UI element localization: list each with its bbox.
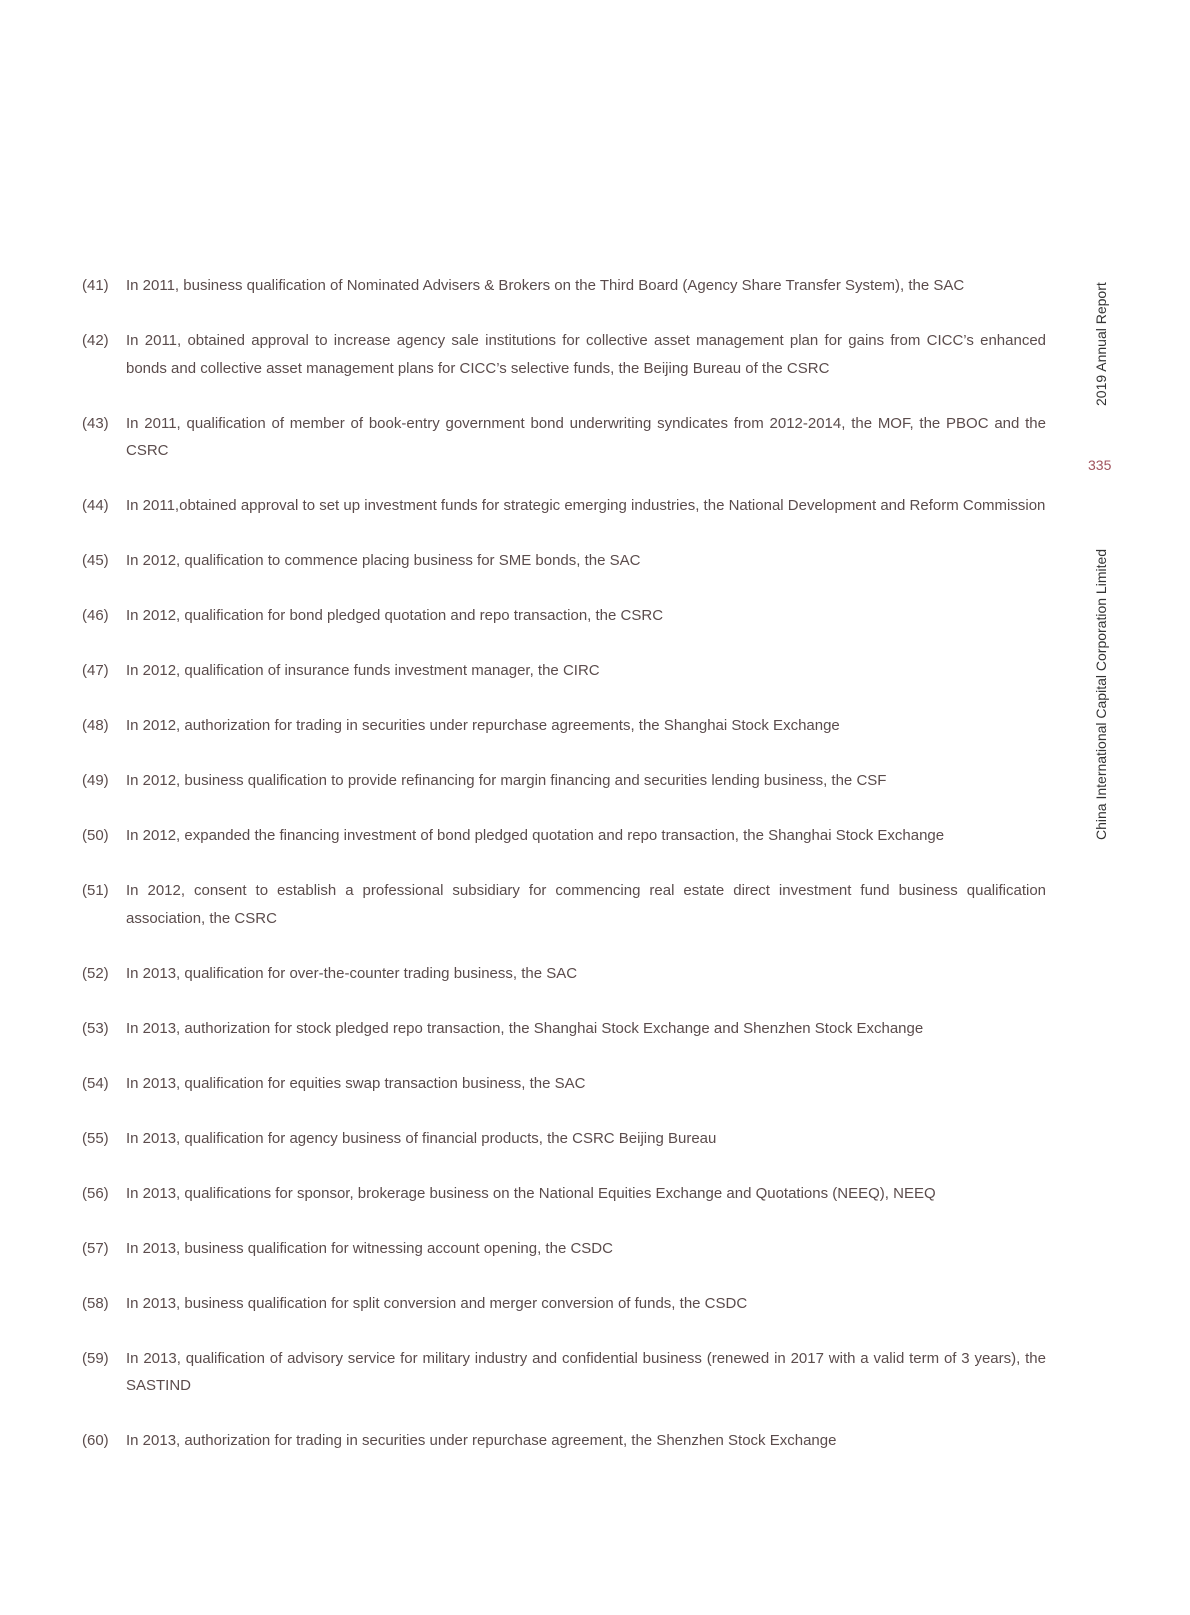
item-number: (47) (82, 662, 109, 679)
item-text: In 2013, business qualification for witnessing account opening, the CSDC (126, 1239, 613, 1257)
list-item (82, 767, 1046, 795)
item-number: (59) (82, 1349, 109, 1367)
item-text: In 2013, qualification of advisory service for military industry and confidential business (renewed in 2017 with a valid term of 3 years), the SASTIND (126, 1349, 1046, 1394)
item-number: (58) (82, 1294, 109, 1312)
item-text: In 2013, authorization for trading in securities under repurchase agreement, the Shenzhen Stock Exchange (126, 1432, 837, 1449)
item-number: (50) (82, 827, 109, 844)
item-number: (51) (82, 882, 109, 899)
list-item (82, 1180, 1046, 1208)
list-item (82, 822, 1046, 850)
list-item (82, 1290, 1046, 1318)
qualifications-list (82, 272, 1046, 1482)
item-number: (48) (82, 717, 109, 734)
item-text: In 2013, authorization for stock pledged repo transaction, the Shanghai Stock Exchange and Shenzhen Stock Exchange (126, 1019, 924, 1037)
list-item (82, 1345, 1046, 1400)
item-text: In 2013, qualifications for sponsor, brokerage business on the National Equities Exchange and Quotations (NEEQ), NEEQ (126, 1184, 936, 1202)
item-text: In 2012, consent to establish a professional subsidiary for commencing real estate direct investment fund business qualification association, the CSRC (126, 882, 1046, 927)
list-item (82, 492, 1046, 520)
item-number: (54) (82, 1074, 109, 1092)
company-name: China International Capital Corporation Limited (1093, 548, 1109, 840)
item-number: (57) (82, 1239, 109, 1257)
list-item (82, 657, 1046, 685)
item-text: In 2011, qualification of member of book-entry government bond underwriting syndicates from 2012-2014, the MOF, the PBOC and the CSRC (126, 414, 1046, 459)
item-text: In 2013, qualification for agency business of financial products, the CSRC Beijing Bureau (126, 1129, 717, 1147)
item-number: (41) (82, 277, 109, 294)
item-number: (60) (82, 1432, 109, 1449)
item-number: (42) (82, 332, 109, 349)
page-number: 335 (1088, 457, 1112, 473)
list-item (82, 547, 1046, 575)
list-item (82, 1235, 1046, 1263)
item-number: (56) (82, 1184, 109, 1202)
list-item (82, 327, 1046, 382)
list-item (82, 1125, 1046, 1153)
list-item (82, 410, 1046, 465)
item-text: In 2013, qualification for over-the-counter trading business, the SAC (126, 964, 578, 982)
item-text: In 2011, obtained approval to increase agency sale institutions for collective asset management plan for gains from CICC’s enhanced bonds and collective asset management plans for CICC’s selective funds, the Beijing Bureau of the CSRC (126, 332, 1046, 377)
item-number: (45) (82, 552, 109, 569)
report-title: 2019 Annual Report (1093, 282, 1109, 406)
list-item (82, 1070, 1046, 1098)
item-text: In 2011, business qualification of Nominated Advisers & Brokers on the Third Board (Agency Share Transfer System), the SAC (126, 277, 965, 294)
item-text: In 2012, expanded the financing investment of bond pledged quotation and repo transaction, the Shanghai Stock Exchange (126, 827, 945, 844)
item-text: In 2011,obtained approval to set up investment funds for strategic emerging industries, the National Development and Reform Commission (126, 497, 1046, 514)
item-number: (49) (82, 772, 109, 789)
item-number: (55) (82, 1129, 109, 1147)
item-number: (46) (82, 607, 109, 624)
item-text: In 2012, qualification to commence placing business for SME bonds, the SAC (126, 552, 641, 569)
item-number: (43) (82, 414, 109, 432)
item-text: In 2012, qualification for bond pledged quotation and repo transaction, the CSRC (126, 607, 664, 624)
item-text: In 2013, business qualification for split conversion and merger conversion of funds, the CSDC (126, 1294, 748, 1312)
item-text: In 2013, qualification for equities swap transaction business, the SAC (126, 1074, 586, 1092)
item-text: In 2012, business qualification to provide refinancing for margin financing and securities lending business, the CSF (126, 772, 887, 789)
list-item (82, 960, 1046, 988)
list-item (82, 712, 1046, 740)
item-text: In 2012, authorization for trading in securities under repurchase agreements, the Shanghai Stock Exchange (126, 717, 840, 734)
item-number: (53) (82, 1019, 109, 1037)
list-item (82, 602, 1046, 630)
list-item (82, 1427, 1046, 1455)
list-item (82, 1015, 1046, 1043)
item-number: (52) (82, 964, 109, 982)
list-item (82, 877, 1046, 932)
item-text: In 2012, qualification of insurance funds investment manager, the CIRC (126, 662, 600, 679)
item-number: (44) (82, 497, 109, 514)
list-item (82, 272, 1046, 300)
